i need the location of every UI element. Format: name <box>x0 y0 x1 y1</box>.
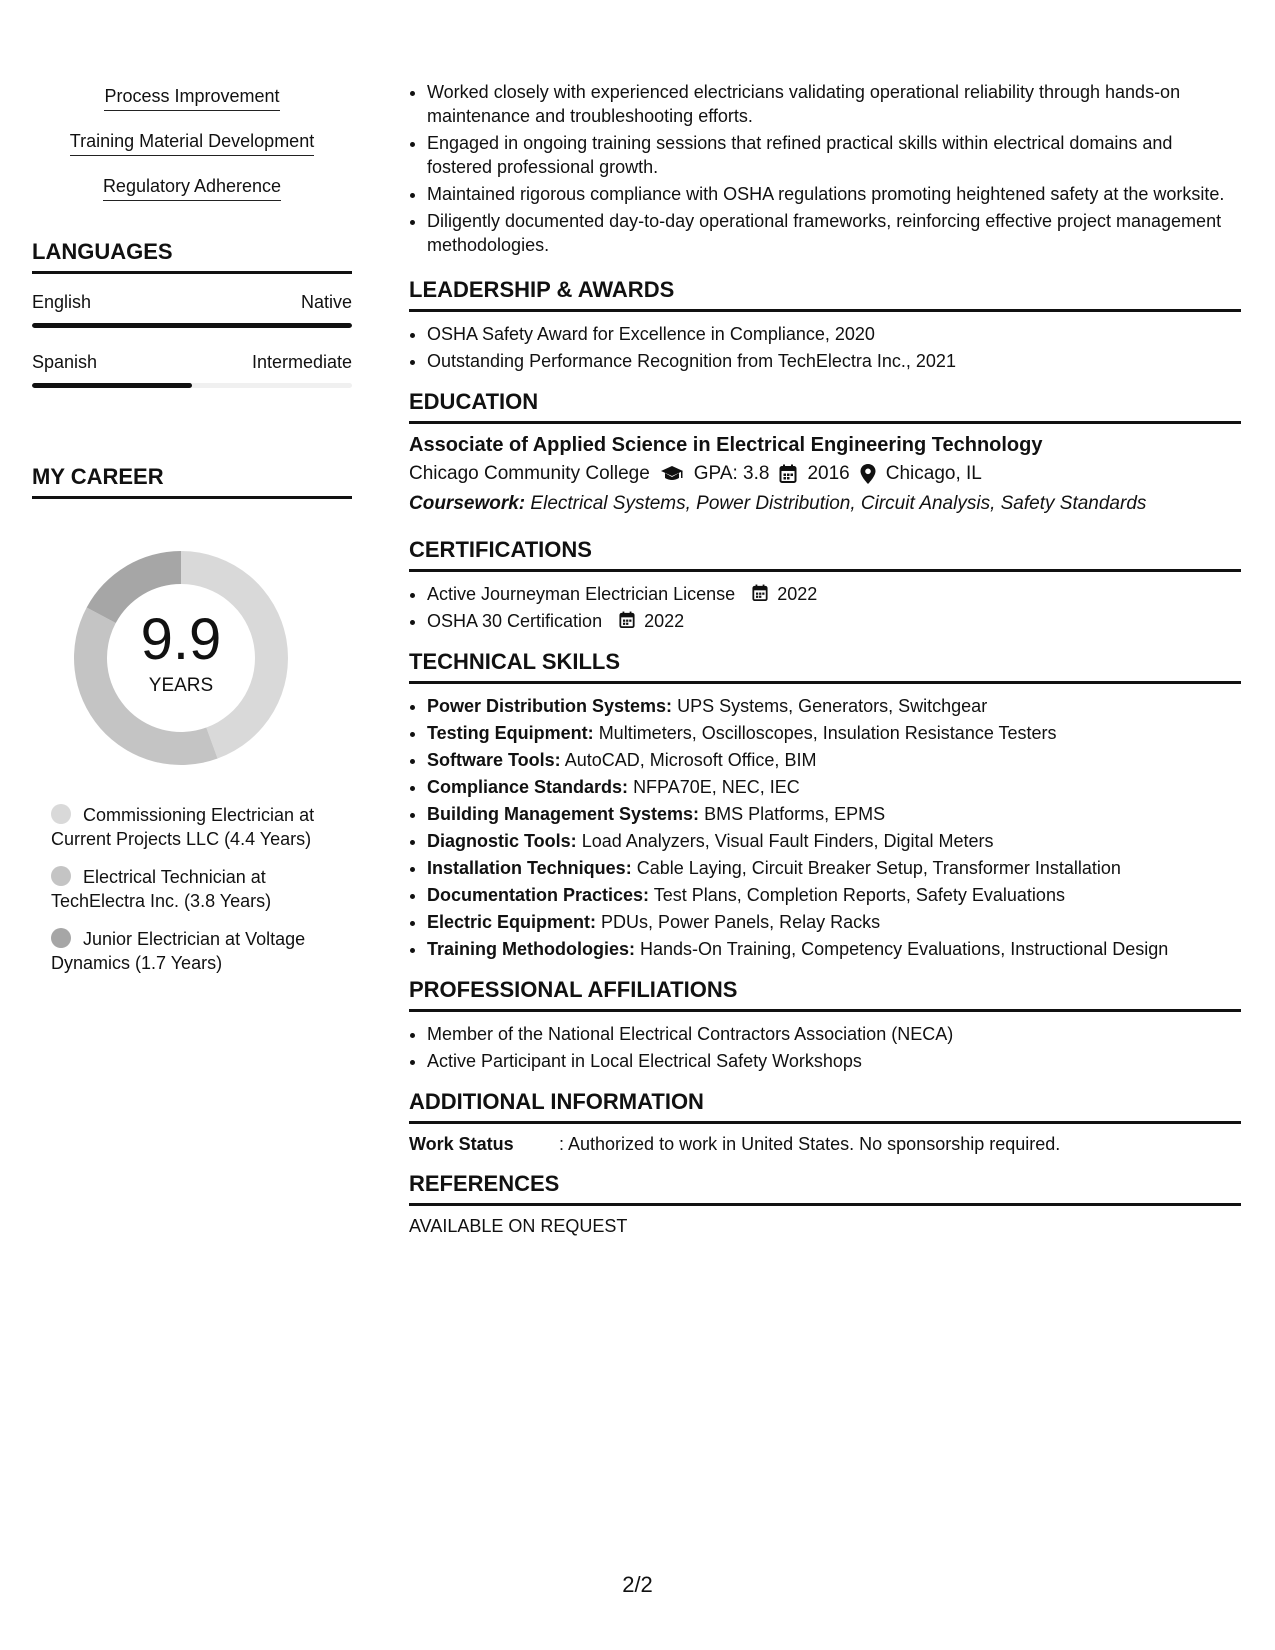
coursework-value: Electrical Systems, Power Distribution, Circuit Analysis, Safety Standards <box>530 493 1147 514</box>
awards-title: LEADERSHIP & AWARDS <box>409 277 1241 312</box>
education-gpa: GPA: 3.8 <box>693 463 770 484</box>
award-item: • Outstanding Performance Recognition from TechElectra Inc., 2021 <box>427 349 1241 373</box>
experience-bullet: • Maintained rigorous compliance with OSHA regulations promoting heightened safety at the worksite. <box>427 182 1241 206</box>
affiliation-item: • Active Participant in Local Electrical Safety Workshops <box>427 1049 1241 1073</box>
education-school: Chicago Community College <box>409 463 650 484</box>
skill-tag: Process Improvement <box>32 86 352 111</box>
language-proficiency-fill <box>32 383 192 388</box>
education-title: EDUCATION <box>409 389 1241 424</box>
coursework-label: Coursework: <box>409 493 526 514</box>
education-degree: Associate of Applied Science in Electrical Engineering Technology <box>409 434 1043 456</box>
technical-skills-title: TECHNICAL SKILLS <box>409 649 1241 684</box>
language-proficiency-bar <box>32 383 352 388</box>
award-item: • OSHA Safety Award for Excellence in Compliance, 2020 <box>427 322 1241 346</box>
work-status-row <box>409 1134 1241 1155</box>
technical-skill-item: • Training Methodologies: Hands-On Training, Competency Evaluations, Instructional Design <box>427 937 1241 961</box>
language-name: English <box>32 292 92 312</box>
career-legend-item: Electrical Technician at TechElectra Inc. (3.8 Years) <box>51 867 272 911</box>
career-donut-chart <box>66 543 296 773</box>
awards-list <box>409 322 1241 373</box>
work-status-label: Work Status <box>409 1134 514 1154</box>
graduation-cap-icon <box>660 465 684 483</box>
technical-skills-list <box>409 694 1241 961</box>
experience-bullet: • Diligently documented day-to-day operational frameworks, reinforcing effective project management methodologies. <box>427 209 1241 257</box>
technical-skill-item: • Software Tools: AutoCAD, Microsoft Office, BIM <box>427 748 1241 772</box>
education-year: 2016 <box>807 463 850 484</box>
left-column <box>32 86 352 989</box>
technical-skill-item: • Compliance Standards: NFPA70E, NEC, IEC <box>427 775 1241 799</box>
work-status-value: : Authorized to work in United States. No sponsorship required. <box>559 1134 1061 1154</box>
certification-year: 2022 <box>777 584 818 604</box>
references-title: REFERENCES <box>409 1171 1241 1206</box>
calendar-icon <box>752 584 768 602</box>
technical-skill-item: • Power Distribution Systems: UPS Systems, Generators, Switchgear <box>427 694 1241 718</box>
certification-item: • OSHA 30 Certification 2022 <box>427 609 1241 633</box>
language-name: Spanish <box>32 352 98 372</box>
experience-bullet: • Engaged in ongoing training sessions that refined practical skills within electrical domains and fostered professional growth. <box>427 131 1241 179</box>
education-meta <box>409 463 1241 485</box>
legend-dot-icon <box>51 804 71 824</box>
technical-skill-item: • Documentation Practices: Test Plans, Completion Reports, Safety Evaluations <box>427 883 1241 907</box>
calendar-icon <box>779 464 797 484</box>
affiliation-item: • Member of the National Electrical Contractors Association (NECA) <box>427 1022 1241 1046</box>
skill-tag: Regulatory Adherence <box>32 176 352 201</box>
education-location: Chicago, IL <box>885 463 982 484</box>
legend-dot-icon <box>51 928 71 948</box>
skill-tag: Training Material Development <box>32 131 352 156</box>
location-pin-icon <box>860 464 876 484</box>
technical-skill-item: • Electric Equipment: PDUs, Power Panels, Relay Racks <box>427 910 1241 934</box>
experience-bullets <box>409 80 1241 257</box>
language-item <box>32 352 352 388</box>
career-legend-item: Commissioning Electrician at Current Projects LLC (4.4 Years) <box>51 805 315 849</box>
right-column <box>409 80 1241 1237</box>
certification-year: 2022 <box>644 611 685 631</box>
references-text: AVAILABLE ON REQUEST <box>409 1216 628 1236</box>
additional-info-title: ADDITIONAL INFORMATION <box>409 1089 1241 1124</box>
career-legend-item: Junior Electrician at Voltage Dynamics (1.7 Years) <box>51 929 306 973</box>
career-total-years: 9.9 <box>140 607 222 672</box>
affiliations-title: PROFESSIONAL AFFILIATIONS <box>409 977 1241 1012</box>
certification-item: • Active Journeyman Electrician License 2022 <box>427 582 1241 606</box>
certifications-list <box>409 582 1241 633</box>
certifications-title: CERTIFICATIONS <box>409 537 1241 572</box>
technical-skill-item: • Building Management Systems: BMS Platforms, EPMS <box>427 802 1241 826</box>
calendar-icon <box>619 611 635 629</box>
language-proficiency-bar <box>32 323 352 328</box>
language-level: Native <box>300 292 352 312</box>
career-title: MY CAREER <box>32 464 352 499</box>
language-proficiency-fill <box>32 323 352 328</box>
affiliations-list <box>409 1022 1241 1073</box>
career-legend <box>51 803 331 975</box>
experience-bullet: • Worked closely with experienced electricians validating operational reliability through hands-on maintenance and troubleshooting efforts. <box>427 80 1241 128</box>
education-coursework <box>409 493 1241 515</box>
language-item <box>32 292 352 328</box>
legend-dot-icon <box>51 866 71 886</box>
page-number: 2/2 <box>622 1572 653 1597</box>
career-years-unit: YEARS <box>148 675 214 696</box>
technical-skill-item: • Testing Equipment: Multimeters, Oscilloscopes, Insulation Resistance Testers <box>427 721 1241 745</box>
technical-skill-item: • Diagnostic Tools: Load Analyzers, Visual Fault Finders, Digital Meters <box>427 829 1241 853</box>
language-level: Intermediate <box>251 352 352 372</box>
languages-title: LANGUAGES <box>32 239 352 274</box>
technical-skill-item: • Installation Techniques: Cable Laying, Circuit Breaker Setup, Transformer Installation <box>427 856 1241 880</box>
